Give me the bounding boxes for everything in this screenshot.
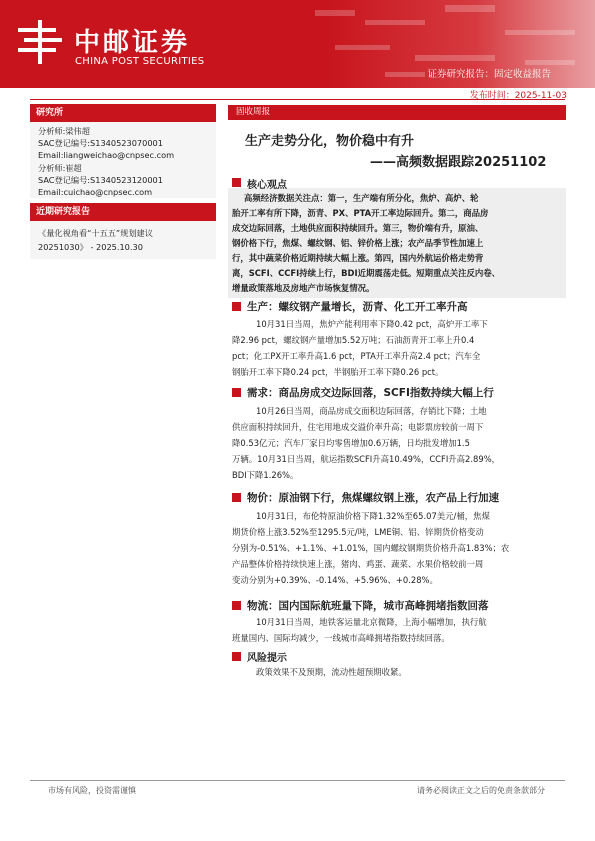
section-line: 供应面积持续回升，住宅用地成交溢价率升高；电影票房较前一周下 [232,422,484,432]
report-type: 证券研究报告：固定收益报告 [427,69,551,80]
section-line: 10月31日当周，焦炉产能利用率下降0.42 pct，高炉开工率下 [256,319,488,329]
bullet-square-icon [232,652,241,661]
section-line: 10月31日，布伦特原油价格下降1.32%至65.07美元/桶，焦煤 [256,511,490,521]
bullet-square-icon [232,493,241,502]
recent-report-date[interactable]: 20251030》 - 2025.10.30 [38,242,143,252]
section-line: 降2.96 pct，螺纹钢产量增加5.52万吨；石油沥青开工率上升0.4 [232,335,475,345]
company-name-en: CHINA POST SECURITIES [75,56,205,67]
header-banner [0,0,595,88]
core-view-line: 胎开工率有所下降，沥青、PX、PTA开工率边际回升。第二，商品房 [232,208,489,218]
footer-risk-note: 市场有风险，投资需谨慎 [48,786,136,795]
section-heading-production: 生产：螺纹钢产量增长，沥青、化工开工率升高 [247,301,468,313]
core-view-heading: 核心观点 [247,180,287,191]
section-heading-demand: 需求：商品房成交边际回落，SCFI指数持续大幅上行 [247,387,494,399]
core-view-line: 钢价格下行，焦煤、螺纹钢、铝、锌价格上涨；农产品季节性加速上 [232,238,484,248]
bullet-square-icon [232,388,241,397]
core-view-line: 行，其中蔬菜价格近期持续大幅上涨。第四，国内外航运价格走势背 [232,253,484,263]
header-divider [30,99,565,100]
analyst-name: 分析师:梁伟超 [38,126,90,136]
report-category-tag: 固收周报 [228,105,566,120]
analyst-sac-id: SAC登记编号:S1340523070001 [38,138,163,148]
section-line: 变动分别为+0.39%、-0.14%、+5.96%、+0.28%。 [232,575,438,585]
analyst-email[interactable]: Email:liangweichao@cnpsec.com [38,150,175,160]
analyst-email[interactable]: Email:cuichao@cnpsec.com [38,187,153,197]
section-line: 期货价格上涨3.52%至1295.5元/吨，LME铜、铝、锌期货价格变动 [232,527,484,537]
recent-report-title[interactable]: 《量化视角看“十五五”规划建议 [38,228,153,238]
footer-disclaimer-note: 请务必阅读正文之后的免责条款部分 [417,786,545,795]
report-title: 生产走势分化，物价稳中有升 [245,134,415,149]
section-line: BDI下降1.26%。 [232,470,299,480]
section-line: 降0.53亿元；汽车厂家日均零售增加0.6万辆，日均批发增加1.5 [232,438,470,448]
recent-reports-panel [30,221,216,259]
analyst-sac-id: SAC登记编号:S1340523120001 [38,175,163,185]
recent-reports-header: 近期研究报告 [30,203,216,221]
research-institute-header: 研究所 [30,104,216,122]
section-line: 10月26日当周，商品房成交面积边际回落，存销比下降；土地 [256,406,487,416]
section-line: 产品整体价格持续快速上涨，猪肉、鸡蛋、蔬菜、水果价格较前一周 [232,559,484,569]
section-heading-logistics: 物流：国内国际航班量下降，城市高峰拥堵指数回落 [247,600,489,612]
core-view-line: 成交边际回落，土地供应面积持续回升。第三，物价端有升，原油、 [232,223,484,233]
core-view-line: 高频经济数据关注点：第一，生产端有所分化，焦炉、高炉、轮 [244,193,479,203]
publish-date: 发布时间：2025-11-03 [469,91,567,101]
risk-line: 政策效果不及预期，流动性超预期收紧。 [256,667,407,677]
section-line: 分别为-0.51%、+1.1%、+1.01%，国内螺纹钢期货价格升高1.83%；农 [232,543,510,553]
section-heading-prices: 物价：原油钢下行，焦煤螺纹钢上涨，农产品上行加速 [247,492,499,504]
bullet-square-icon [232,178,241,187]
section-line: pct；化工PX开工率升高1.6 pct，PTA开工率升高2.4 pct；汽车全 [232,351,481,361]
core-view-line: 离，SCFI、CCFI持续上行，BDI近期震荡走低。短期重点关注反内卷、 [232,268,500,278]
footer-divider [30,780,565,781]
risk-heading: 风险提示 [247,653,287,664]
section-line: 10月31日当周，地铁客运量北京微降，上海小幅增加，执行航 [256,617,487,627]
analyst-name: 分析师:崔超 [38,163,82,173]
china-post-logo-icon [14,16,66,68]
core-view-line: 增量政策落地及房地产市场恢复情况。 [232,283,375,293]
section-line: 万辆。10月31日当周，航运指数SCFI升高10.49%，CCFI升高2.89%， [232,454,501,464]
company-name-cn: 中邮证券 [74,28,191,58]
bullet-square-icon [232,601,241,610]
section-line: 班量国内、国际均减少，一线城市高峰拥堵指数持续回落。 [232,633,450,643]
bullet-square-icon [232,302,241,311]
section-line: 钢胎开工率下降0.24 pct，半钢胎开工率下降0.26 pct。 [232,367,444,377]
report-subtitle: ——高频数据跟踪20251102 [370,155,547,170]
